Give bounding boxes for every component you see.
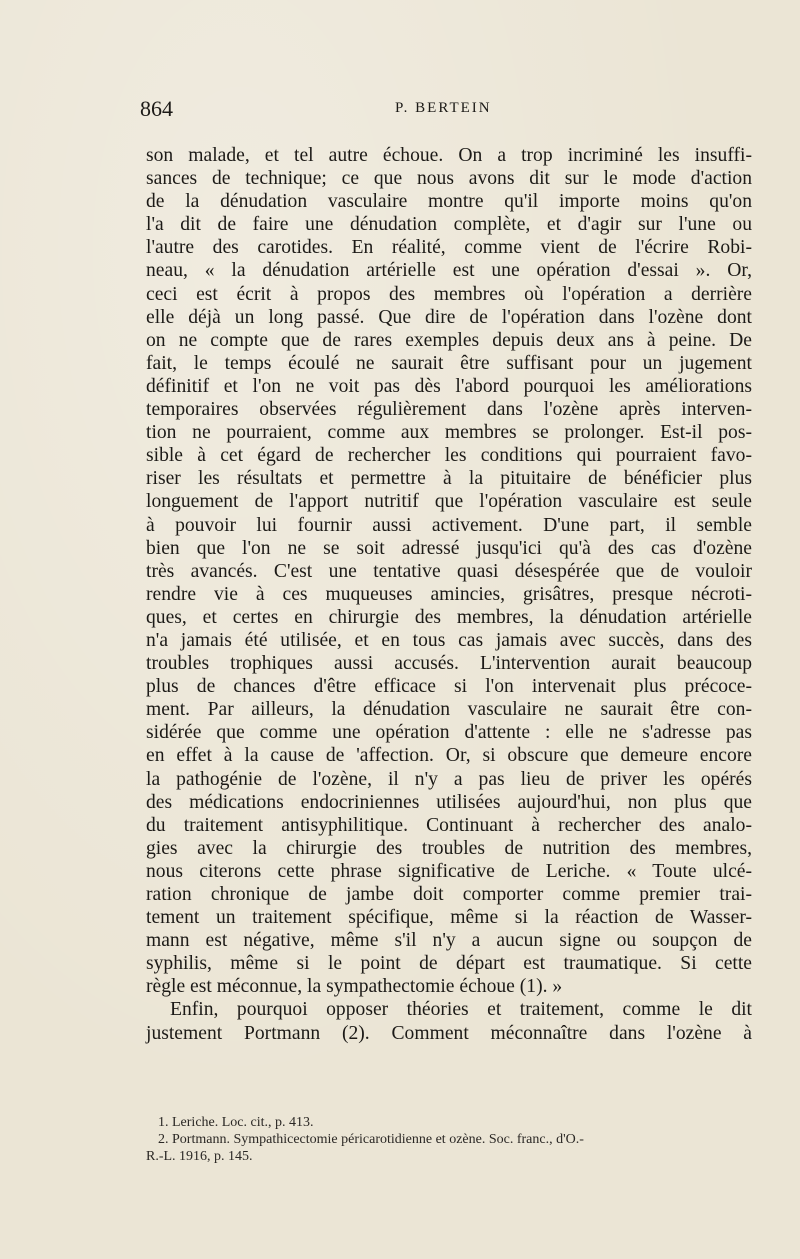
footnote: R.-L. 1916, p. 145. — [146, 1149, 253, 1164]
page-header — [140, 96, 760, 126]
text-line: troubles trophiques aussi accusés. L'intervention aurait beaucoup — [146, 653, 752, 675]
page-number: 864 — [140, 96, 173, 121]
text-line: en effet à la cause de 'affection. Or, si obscure que demeure encore — [146, 745, 752, 767]
text-line: mann est négative, même s'il n'y a aucun signe ou soupçon de — [146, 930, 752, 952]
text-line: rendre vie à ces muqueuses amincies, grisâtres, presque nécroti- — [146, 583, 752, 605]
text-line: n'a jamais été utilisée, et en tous cas jamais avec succès, dans des — [146, 629, 752, 651]
text-line: très avancés. C'est une tentative quasi désespérée que de vouloir — [146, 560, 752, 582]
text-line: sances de technique; ce que nous avons dit sur le mode d'action — [146, 168, 752, 190]
text-line: neau, « la dénudation artérielle est une opération d'essai ». Or, — [146, 260, 752, 282]
text-line: riser les résultats et permettre à la pituitaire de bénéficier plus — [146, 468, 752, 490]
text-line: l'autre des carotides. En réalité, comme vient de l'écrire Robi- — [146, 237, 752, 259]
text-line: nous citerons cette phrase significative de Leriche. « Toute ulcé- — [146, 860, 752, 882]
text-line: ceci est écrit à propos des membres où l'opération a derrière — [146, 283, 752, 305]
footnotes — [146, 1114, 752, 1165]
text-line: syphilis, même si le point de départ est traumatique. Si cette — [146, 953, 752, 975]
text-line: tion ne pourraient, comme aux membres se prolonger. Est-il pos- — [146, 422, 752, 444]
text-line: on ne compte que de rares exemples depuis deux ans à peine. De — [146, 329, 752, 351]
text-line: de la dénudation vasculaire montre qu'il importe moins qu'on — [146, 191, 752, 213]
running-head: P. BERTEIN — [395, 100, 492, 116]
footnote: 2. Portmann. Sympathicectomie péricarotidienne et ozène. Soc. franc., d'O.- — [158, 1132, 584, 1147]
text-line: à pouvoir lui fournir aussi activement. D'une part, il semble — [146, 514, 752, 536]
text-line: ques, et certes en chirurgie des membres, la dénudation artérielle — [146, 606, 752, 628]
footnote: 1. Leriche. Loc. cit., p. 413. — [158, 1115, 314, 1130]
text-line: sible à cet égard de rechercher les conditions qui pourraient favo- — [146, 445, 752, 467]
text-line: du traitement antisyphilitique. Continuant à rechercher des analo- — [146, 814, 752, 836]
text-line: fait, le temps écoulé ne saurait être suffisant pour un jugement — [146, 352, 752, 374]
text-line: temporaires observées régulièrement dans l'ozène après interven- — [146, 399, 752, 421]
text-line: son malade, et tel autre échoue. On a trop incriminé les insuffi- — [146, 145, 752, 166]
text-line: la pathogénie de l'ozène, il n'y a pas lieu de priver les opérés — [146, 768, 752, 790]
text-line: des médications endocriniennes utilisées aujourd'hui, non plus que — [146, 791, 752, 813]
text-line: règle est méconnue, la sympathectomie échoue (1). » — [146, 976, 563, 998]
text-line: gies avec la chirurgie des troubles de nutrition des membres, — [146, 837, 752, 859]
text-line: définitif et l'on ne voit pas dès l'abord pourquoi les améliorations — [146, 375, 752, 397]
text-line: bien que l'on ne se soit adressé jusqu'ici qu'à des cas d'ozène — [146, 537, 752, 559]
text-line: justement Portmann (2). Comment méconnaître dans l'ozène à — [146, 1022, 752, 1044]
text-line: l'a dit de faire une dénudation complète, et d'agir sur l'une ou — [146, 214, 752, 236]
text-line: plus de chances d'être efficace si l'on intervenait plus précoce- — [146, 676, 752, 698]
text-line: Enfin, pourquoi opposer théories et traitement, comme le dit — [170, 999, 752, 1021]
text-line: longuement de l'apport nutritif que l'opération vasculaire est seule — [146, 491, 752, 513]
text-line: sidérée que comme une opération d'attente : elle ne s'adresse pas — [146, 722, 752, 744]
body-text — [146, 144, 752, 1045]
text-line: ration chronique de jambe doit comporter comme premier trai- — [146, 884, 752, 905]
text-line: elle déjà un long passé. Que dire de l'opération dans l'ozène dont — [146, 306, 752, 328]
text-line: tement un traitement spécifique, même si la réaction de Wasser- — [146, 907, 752, 929]
text-line: ment. Par ailleurs, la dénudation vasculaire ne saurait être con- — [146, 699, 752, 721]
